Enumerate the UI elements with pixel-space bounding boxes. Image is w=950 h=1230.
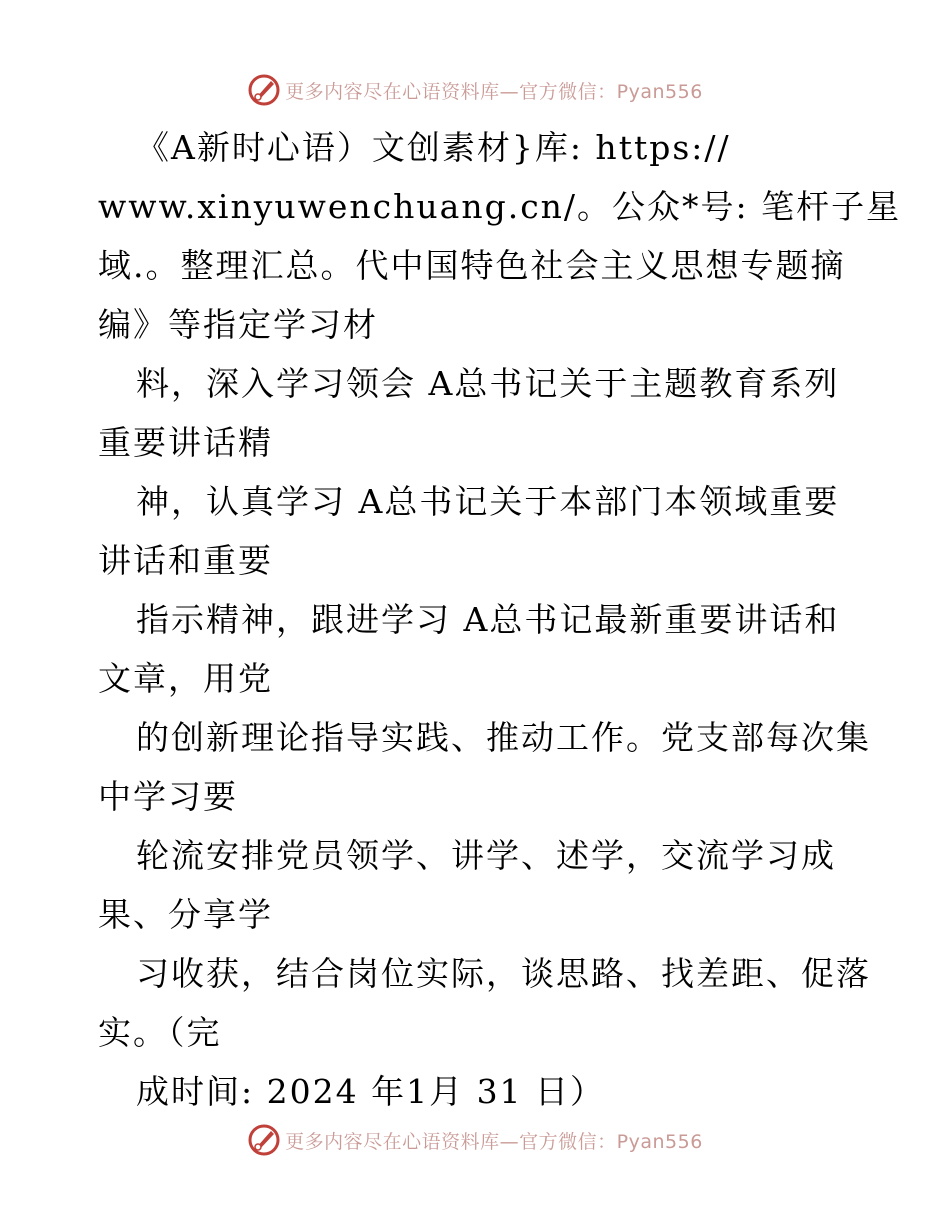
quill-seal-icon — [247, 1123, 281, 1157]
text-line: 的创新理论指导实践、推动工作。党支部每次集 — [136, 718, 871, 757]
watermark-text: 更多内容尽在心语资料库—官方微信：Pyan556 — [285, 1130, 703, 1153]
text-line: 神，认真学习 A总书记关于本部门本领域重要 — [136, 482, 840, 521]
text-line: 果、分享学 — [98, 895, 273, 934]
text-line: 域.。整理汇总。代中国特色社会主义思想专题摘 — [98, 246, 846, 285]
text-line: 料，深入学习领会 A总书记关于主题教育系列 — [136, 364, 840, 403]
footer-watermark — [0, 1120, 950, 1160]
text-line: 指示精神，跟进学习 A总书记最新重要讲话和 — [136, 600, 840, 639]
text-line: 习收获，结合岗位实际，谈思路、找差距、促落 — [136, 954, 871, 993]
text-line: 文章，用党 — [98, 659, 273, 698]
header-watermark — [0, 70, 950, 110]
text-line: 中学习要 — [98, 777, 238, 816]
text-line: 《A新时心语）文创素材}库: https:// — [136, 128, 731, 167]
text-line: 实。（完 — [98, 1013, 222, 1052]
text-line: www.xinyuwenchuang.cn/。公众*号: 笔杆子星 — [98, 187, 902, 226]
text-line: 成时间: 2024 年1月 31 日） — [136, 1072, 606, 1111]
document-body — [98, 118, 902, 1121]
text-line: 编》等指定学习材 — [98, 305, 378, 344]
text-line: 轮流安排党员领学、讲学、述学，交流学习成 — [136, 836, 836, 875]
watermark-text: 更多内容尽在心语资料库—官方微信：Pyan556 — [285, 80, 703, 103]
text-line: 讲话和重要 — [98, 541, 273, 580]
quill-seal-icon — [247, 73, 281, 107]
text-line: 重要讲话精 — [98, 423, 273, 462]
